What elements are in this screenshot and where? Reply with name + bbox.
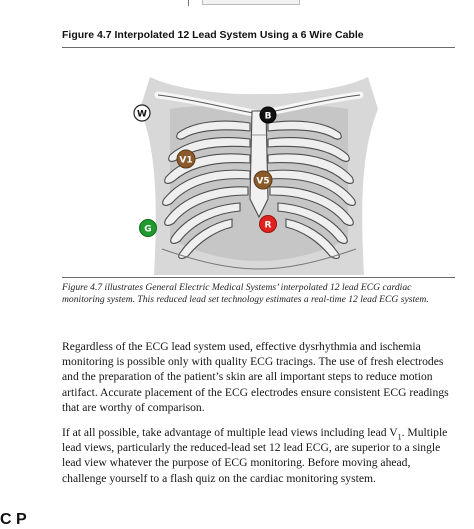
electrode-g [140, 220, 157, 237]
next-section-heading: C P [0, 511, 27, 528]
page-divider-tick [188, 0, 189, 6]
figure-caption: Figure 4.7 illustrates General Electric Medical Systems’ interpolated 12 lead ECG cardiac monitoring system. This reduced lead set technology estimates a real-time 12 lead ECG system. [62, 282, 429, 305]
electrode-b [260, 107, 276, 123]
svg-text:B: B [264, 111, 272, 122]
svg-text:V1: V1 [179, 155, 193, 166]
previous-page-edge [0, 0, 474, 6]
electrode-r [260, 216, 277, 233]
ribcage-illustration [62, 49, 456, 275]
paragraph-2-text-start: If at all possible, take advantage of multiple lead views including lead V [62, 426, 398, 439]
body-paragraph-2 [62, 425, 457, 486]
svg-text:V5: V5 [256, 176, 270, 187]
body-paragraph-1: Regardless of the ECG lead system used, effective dysrhythmia and ischemia monitoring is possible only with quality ECG tracings. The use of fresh electrodes and the preparation of the patient’s skin are all important steps to reduce motion artifact. Accurate placement of the ECG electrodes ensure consistent ECG readings that are worthy of comparison. [62, 340, 449, 414]
svg-text:W: W [137, 109, 147, 120]
figure-title: Figure 4.7 Interpolated 12 Lead System Using a 6 Wire Cable [62, 29, 364, 41]
svg-text:R: R [264, 220, 272, 231]
electrode-v1 [177, 150, 195, 168]
figure-bottom-rule [62, 277, 455, 278]
svg-text:G: G [144, 224, 152, 235]
paragraph-2-text-end: . Multiple lead views, particularly the reduced-lead set 12 lead ECG, are superior to a single lead view whatever the purpose of ECG monitoring. Before moving ahead, challenge yourself to a flash quiz on the cardiac monitoring system. [62, 426, 448, 485]
electrode-v5 [254, 171, 272, 189]
page-tab [202, 0, 300, 5]
electrode-w [134, 105, 150, 121]
lead-subscript: 1 [397, 432, 402, 442]
figure-top-rule [62, 47, 455, 48]
